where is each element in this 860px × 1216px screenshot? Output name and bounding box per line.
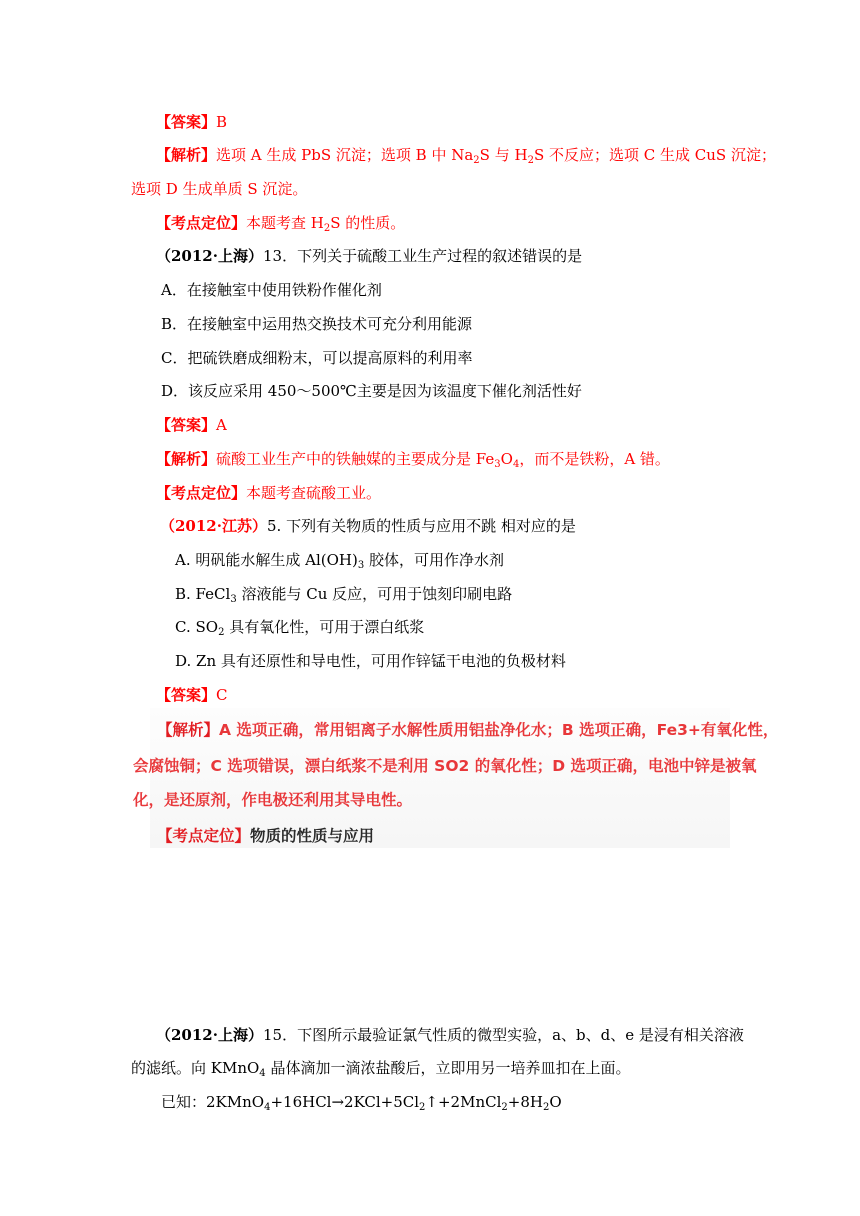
q5-analysis-line-2: 会腐蚀铜；C 选项错误，漂白纸浆不是利用 SO2 的氧化性；D 选项正确，电池中锌是被氧 (133, 757, 757, 775)
q15-stem-2a: 的滤纸。向 KMnO (131, 1059, 260, 1077)
q15-known-b: +16HCl→2KCl+5Cl (270, 1093, 420, 1111)
q5-source: （2012·江苏） (160, 517, 267, 535)
q12-analysis-label: 【解析】 (156, 146, 217, 164)
q5-option-c (175, 617, 424, 637)
q13-stem-line (156, 246, 582, 266)
q15-known-d: +8H (507, 1093, 543, 1111)
q5-option-b-text: B. FeCl (175, 585, 231, 603)
q12-analysis-line-1 (156, 145, 776, 165)
q15-sub: 4 (259, 1068, 266, 1079)
q5-option-c-text: C. SO (175, 618, 219, 636)
q15-known-c: ↑+2MnCl (425, 1093, 502, 1111)
q5-point-text: 物质的性质与应用 (250, 827, 375, 845)
q12-point-line (156, 213, 405, 233)
q12-sub: 2 (527, 155, 534, 166)
q15-stem-line-2 (131, 1058, 630, 1078)
q15-known-a: 已知：2KMnO (161, 1093, 265, 1111)
q13-analysis-label: 【解析】 (156, 450, 217, 468)
q15-known-equation (161, 1092, 562, 1112)
q5-option-d: D. Zn 具有还原性和导电性，可用作锌锰干电池的负极材料 (175, 652, 566, 670)
q15-stem-2b: 晶体滴加一滴浓盐酸后，立即用另一培养皿扣在上面。 (265, 1059, 631, 1077)
q13-point-label: 【考点定位】 (156, 484, 247, 502)
q12-point-text-b: S 的性质。 (330, 214, 406, 232)
q12-analysis-text-a: 选项 A 生成 PbS 沉淀；选项 B 中 Na (216, 146, 474, 164)
q5-answer-line (156, 685, 228, 705)
q12-analysis-line-2: 选项 D 生成单质 S 沉淀。 (131, 180, 308, 198)
q5-option-a-text-2: 胶体，可用作净水剂 (364, 551, 505, 569)
q13-source: （2012·上海） (156, 247, 263, 265)
q5-option-c-text-2: 具有氧化性，可用于漂白纸浆 (224, 618, 425, 636)
q5-answer-value: C (216, 686, 228, 704)
q5-sub: 2 (218, 627, 225, 638)
q12-sub: 2 (323, 223, 331, 234)
q13-answer-line (156, 415, 227, 435)
q5-answer-label: 【答案】 (156, 686, 217, 704)
q13-analysis-line (156, 449, 670, 469)
q12-answer-value: B (216, 113, 228, 131)
q15-stem-1: 15．下图所示最验证氯气性质的微型实验，a、b、d、e 是浸有相关溶液 (262, 1026, 744, 1044)
q15-source: （2012·上海） (156, 1026, 263, 1044)
q5-point-label: 【考点定位】 (157, 827, 251, 845)
q5-stem-line (160, 516, 576, 536)
q15-stem-line-1 (156, 1025, 744, 1045)
q12-point-label: 【考点定位】 (156, 214, 247, 232)
q13-answer-label: 【答案】 (156, 416, 217, 434)
q5-analysis-label: 【解析】 (157, 721, 220, 739)
q13-stem: 13．下列关于硫酸工业生产过程的叙述错误的是 (262, 247, 583, 265)
q13-sub: 3 (494, 459, 501, 470)
q13-option-b: B．在接触室中运用热交换技术可充分利用能源 (161, 315, 473, 333)
q12-sub: 2 (473, 155, 480, 166)
q13-answer-value: A (216, 416, 227, 434)
q5-option-a-text: A. 明矾能水解生成 Al(OH) (175, 551, 358, 569)
q5-sub: 3 (357, 560, 365, 571)
q12-analysis-text-b: S 与 H (479, 146, 528, 164)
q5-stem: 5. 下列有关物质的性质与应用不跳 相对应的是 (266, 517, 576, 535)
q13-point-text: 本题考查硫酸工业。 (246, 484, 382, 502)
q13-analysis-text-b: ，而不是铁粉，A 错。 (519, 450, 670, 468)
q15-known-e: O (549, 1093, 562, 1111)
q13-option-c: C．把硫铁磨成细粉末，可以提高原料的利用率 (161, 349, 473, 367)
q12-answer-line (156, 112, 227, 132)
q13-sub: 4 (512, 459, 520, 470)
q13-point-line (156, 483, 381, 503)
q15-sub: 2 (501, 1102, 508, 1113)
q5-point-line (157, 826, 374, 846)
q12-analysis-text-c: S 不反应；选项 C 生成 CuS 沉淀； (533, 146, 776, 164)
q12-point-text-a: 本题考查 H (246, 214, 324, 232)
q5-analysis-text-1: A 选项正确，常用铝离子水解性质用铝盐净化水；B 选项正确，Fe3+有氧化性， (219, 721, 779, 739)
q5-analysis-line-3: 化，是还原剂，作电极还利用其导电性。 (133, 791, 413, 809)
q15-sub: 2 (542, 1102, 550, 1113)
q13-analysis-text-mid: O (500, 450, 513, 468)
q15-sub: 4 (264, 1102, 271, 1113)
q5-analysis-line-1 (157, 720, 778, 740)
q13-analysis-text-a: 硫酸工业生产中的铁触媒的主要成分是 Fe (216, 450, 495, 468)
q13-option-a: A．在接触室中使用铁粉作催化剂 (161, 281, 382, 299)
q5-sub: 3 (230, 594, 237, 605)
q13-option-d: D．该反应采用 450～500℃主要是因为该温度下催化剂活性好 (161, 382, 582, 400)
q5-option-b-text-2: 溶液能与 Cu 反应，可用于蚀刻印刷电路 (236, 585, 513, 603)
q5-option-b (175, 584, 512, 604)
q15-sub: 2 (419, 1102, 426, 1113)
q12-answer-label: 【答案】 (156, 113, 217, 131)
q5-option-a (175, 550, 504, 570)
